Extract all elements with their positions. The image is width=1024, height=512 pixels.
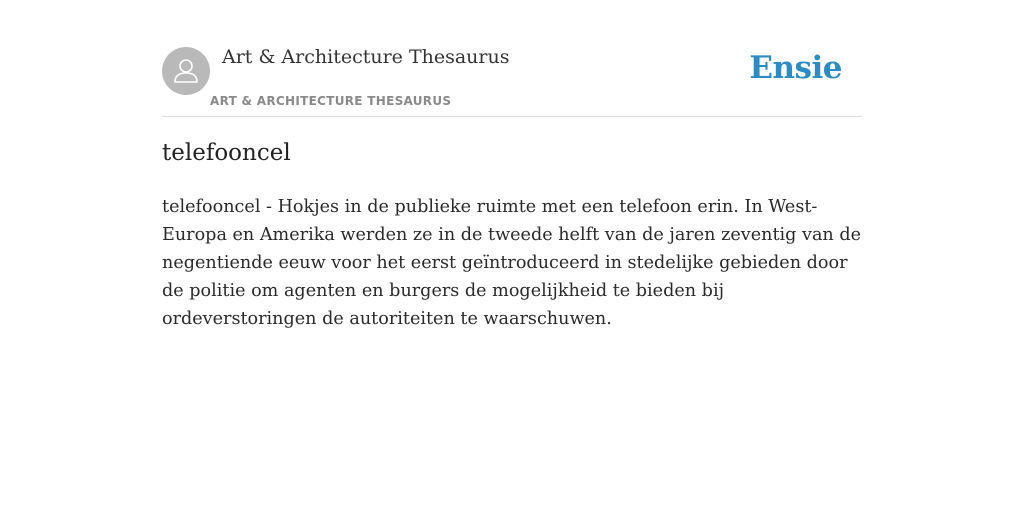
avatar[interactable] [162, 47, 210, 95]
content-container [162, 0, 862, 329]
page-title: telefooncel [162, 140, 291, 166]
author-name[interactable]: Art & Architecture Thesaurus [222, 46, 510, 68]
definition-text: telefooncel - Hokjes in de publieke ruimte met een telefoon erin. In West-Europa en Amerika werden ze in de tweede helft van de jaren zeventig van de negentiende eeuw voor het eerst geïntroduceerd in stedelijke gebieden door de politie om agenten en burgers de mogelijkheid te bieden bij ordeverstoringen de autoriteiten te waarschuwen. [162, 197, 862, 329]
source-label[interactable]: ART & ARCHITECTURE THESAURUS [210, 94, 452, 108]
user-icon [171, 56, 201, 86]
brand-logo[interactable]: Ensie [749, 50, 842, 86]
header [162, 0, 862, 117]
